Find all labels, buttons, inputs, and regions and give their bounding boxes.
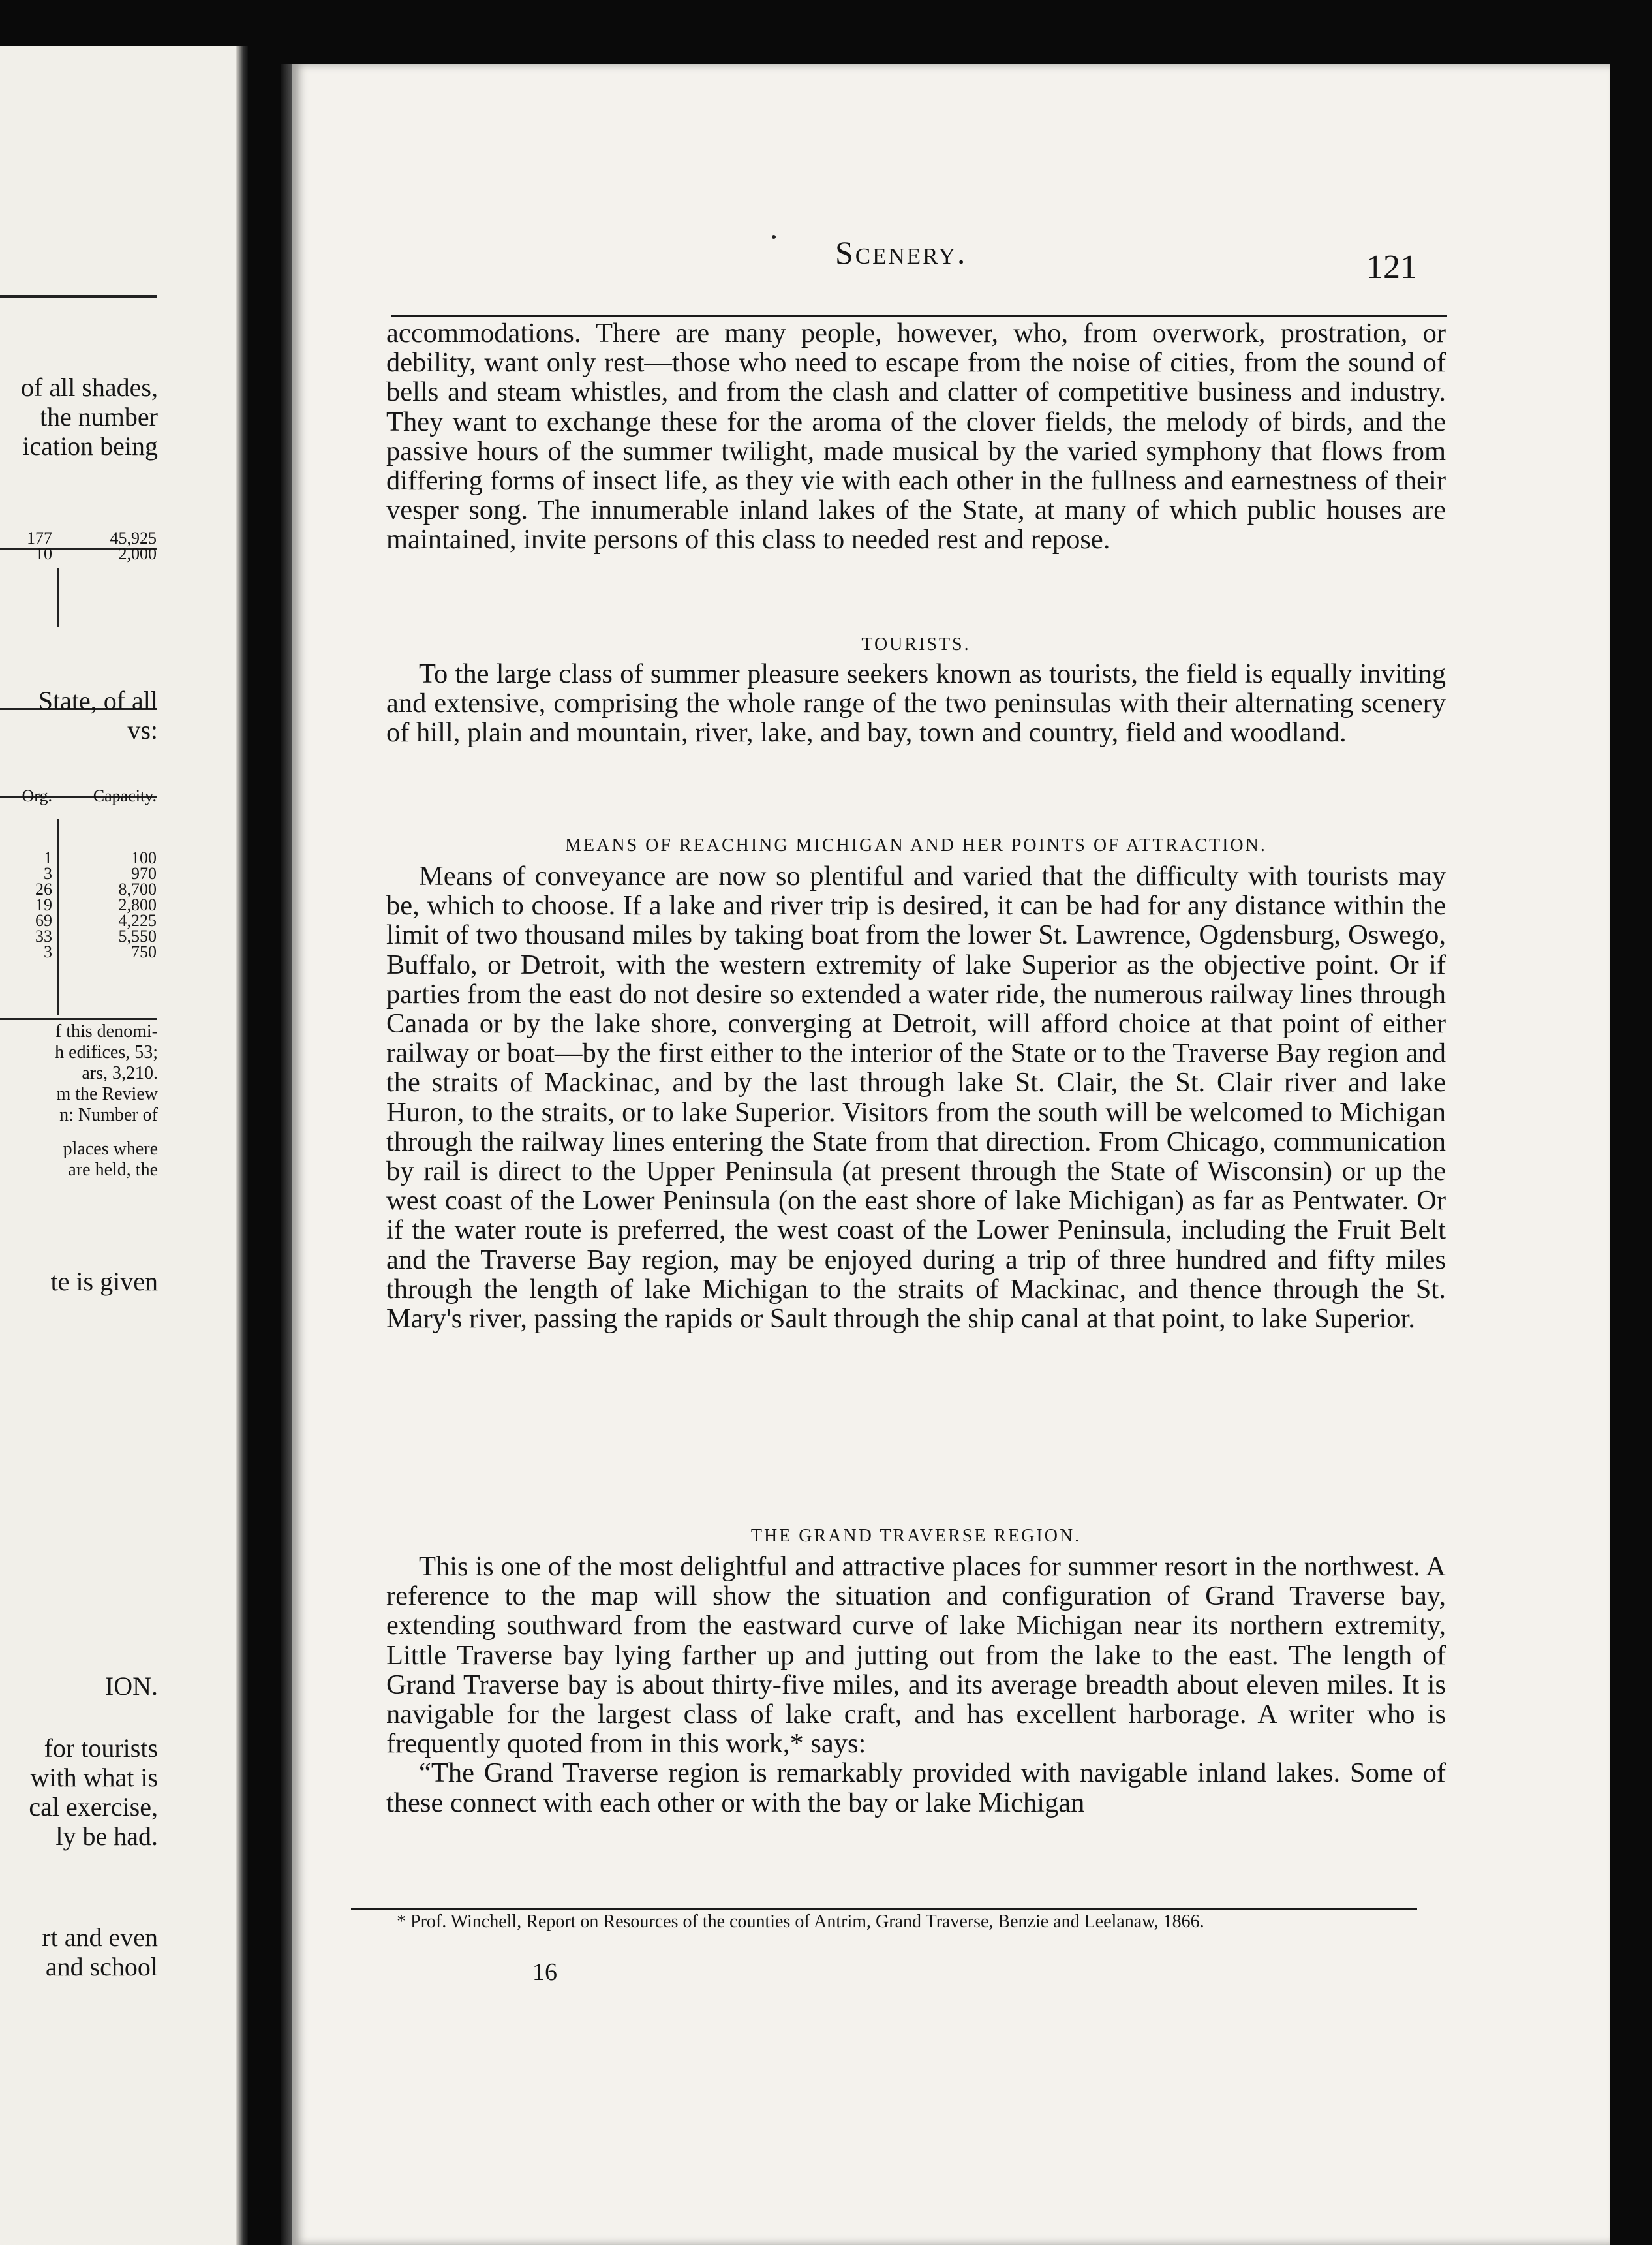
- left-table-rule: [0, 1018, 157, 1020]
- header-rule: [391, 315, 1447, 317]
- paragraph: “The Grand Traverse region is remarkably provided with navigable inland lakes. Some of these connect with each other or with the bay or lake Michigan: [386, 1757, 1446, 1818]
- previous-page-fragment: [0, 46, 248, 2245]
- left-page-line: rt and even: [42, 1923, 158, 1952]
- left-page-line: te is given: [50, 1267, 158, 1296]
- left-table-header: Org.: [22, 786, 52, 805]
- left-table-cell: 2,000: [118, 544, 157, 563]
- left-page-line: the number: [39, 402, 158, 431]
- section-heading-means: MEANS OF REACHING MICHIGAN AND HER POINTS OF ATTRACTION.: [565, 835, 1267, 856]
- left-table-cell: 3: [44, 864, 52, 883]
- left-table-cell: 1: [44, 848, 52, 867]
- left-page-line: ly be had.: [55, 1821, 158, 1851]
- paragraph: Means of conveyance are now so plentiful and varied that the difficulty with tourists may be, which to choose. If a lake and river trip is desired, it can be had for any distance within the limit of two thousand miles by taking boat from the lower St. Lawrence, Ogdensburg, Oswego, Buffalo, or Detroit, with the western extremity of lake Superior as the objective point. Or if parties from the east do not desire so extended a water ride, the numerous railway lines through Canada or by the lake shore, converging at Detroit, will afford choice at that point of either railway or boat—by the first either to the interior of the State or to the Traverse Bay region and the straits of Mackinac, and by the last through lake St. Clair, the St. Clair river and lake Huron, to the straits, or to lake Superior. Visitors from the south will be welcomed to Michigan through the railway lines entering the State from that direction. From Chicago, communication by rail is direct to the Upper Peninsula (at present through the State of Wisconsin) or up the west coast of the Lower Peninsula (on the east shore of lake Michigan) as far as Pentwater. Or if the water route is preferred, the west coast of the Lower Peninsula, including the Fruit Belt and the Traverse Bay region, may be enjoyed during a trip of three hundred and fifty miles through the length of lake Michigan to the straits of Mackinac, and thence through the St. Mary's river, passing the rapids or Sault through the ship canal at that point, to lake Superior.: [386, 861, 1446, 1335]
- left-table-cell: 177: [27, 529, 52, 548]
- body-section-means: [386, 861, 1446, 1333]
- body-section-tourists: [386, 659, 1446, 748]
- left-page-small-line: are held, the: [68, 1160, 158, 1180]
- left-table-cell: 26: [35, 880, 52, 899]
- header-mark: [772, 235, 776, 239]
- left-table-divider: [57, 819, 59, 1015]
- page-number: 121: [1366, 249, 1417, 286]
- page-gutter-shadow: [236, 46, 248, 2245]
- left-table-cell: 69: [35, 911, 52, 930]
- left-page-line: ication being: [22, 431, 158, 461]
- footnote-rule: [351, 1908, 1417, 1910]
- footnote-text: * Prof. Winchell, Report on Resources of the counties of Antrim, Grand Traverse, Benzie and Leelanaw, 1866.: [397, 1912, 1204, 1932]
- left-page-line: vs:: [127, 715, 158, 745]
- left-page-small-line: h edifices, 53;: [55, 1042, 158, 1062]
- section-heading-grand-traverse: THE GRAND TRAVERSE REGION.: [750, 1526, 1082, 1546]
- left-page-line: ION.: [104, 1671, 158, 1701]
- left-table-cell: 8,700: [118, 880, 157, 899]
- footnote: [358, 1911, 1417, 1933]
- body-section-rest: [386, 318, 1446, 555]
- left-table-cell: 4,225: [118, 911, 157, 930]
- left-table-cell: 19: [35, 895, 52, 914]
- left-page-line: and school: [45, 1952, 158, 1981]
- left-table-cell: 3: [44, 942, 52, 961]
- left-page-small-line: ars, 3,210.: [82, 1063, 158, 1083]
- left-table-cell: 45,925: [110, 529, 157, 548]
- left-page-line: cal exercise,: [29, 1792, 158, 1821]
- left-table-cell: 10: [35, 544, 52, 563]
- signature-mark: 16: [532, 1959, 557, 1986]
- left-table-cell: 750: [131, 942, 157, 961]
- left-table-cell: 970: [131, 864, 157, 883]
- left-table-cell: 5,550: [118, 927, 157, 946]
- left-page-small-line: places where: [63, 1139, 158, 1159]
- left-page-small-line: n: Number of: [59, 1105, 158, 1125]
- paragraph: This is one of the most delightful and attractive places for summer resort in the northwest. A reference to the map will show the situation and configuration of Grand Traverse bay, extending southward from the eastward curve of lake Michigan near its northern extremity, Little Traverse bay lying farther up and jutting out from the lake to the east. The length of Grand Traverse bay is about thirty-five miles, and its average breadth about eleven miles. It is navigable for the largest class of lake craft, and has excellent harborage. A writer who is frequently quoted from in this work,* says:: [386, 1551, 1446, 1759]
- body-section-grand-traverse: [386, 1552, 1446, 1818]
- left-table-cell: 2,800: [118, 895, 157, 914]
- left-page-small-line: f this denomi-: [55, 1021, 158, 1042]
- paragraph: To the large class of summer pleasure seekers known as tourists, the field is equally inviting and extensive, comprising the whole range of the two peninsulas with their alternating scenery of hill, plain and mountain, river, lake, and bay, town and country, field and woodland.: [386, 658, 1446, 749]
- left-table-cell: 100: [131, 848, 157, 867]
- paragraph: accommodations. There are many people, however, who, from overwork, prostration, or debility, want only rest—those who need to escape from the noise of cities, from the sound of bells and steam whistles, and from the clash and clatter of competitive business and industry. They want to exchange these for the aroma of the clover fields, the melody of birds, and the passive hours of the summer twilight, made musical by the varied symphony that flows from differing forms of insect life, as they vie with each other in the fullness and earnestness of their vesper song. The innumerable inland lakes of the State, at many of which public houses are maintained, invite persons of this class to needed rest and repose.: [386, 318, 1446, 555]
- left-page-line: for tourists: [44, 1733, 158, 1763]
- section-heading-tourists: TOURISTS.: [861, 634, 971, 655]
- running-head: Scenery.: [835, 234, 968, 271]
- left-table-divider: [57, 568, 59, 627]
- left-page-small-line: m the Review: [56, 1084, 158, 1104]
- left-page-line: of all shades,: [21, 373, 158, 402]
- left-table-header: Capacity.: [93, 786, 157, 805]
- left-table-cell: 33: [35, 927, 52, 946]
- page-edge: [281, 64, 294, 2245]
- left-header-rule: [0, 295, 157, 298]
- left-page-line: State, of all: [38, 686, 158, 715]
- left-page-line: with what is: [30, 1763, 158, 1792]
